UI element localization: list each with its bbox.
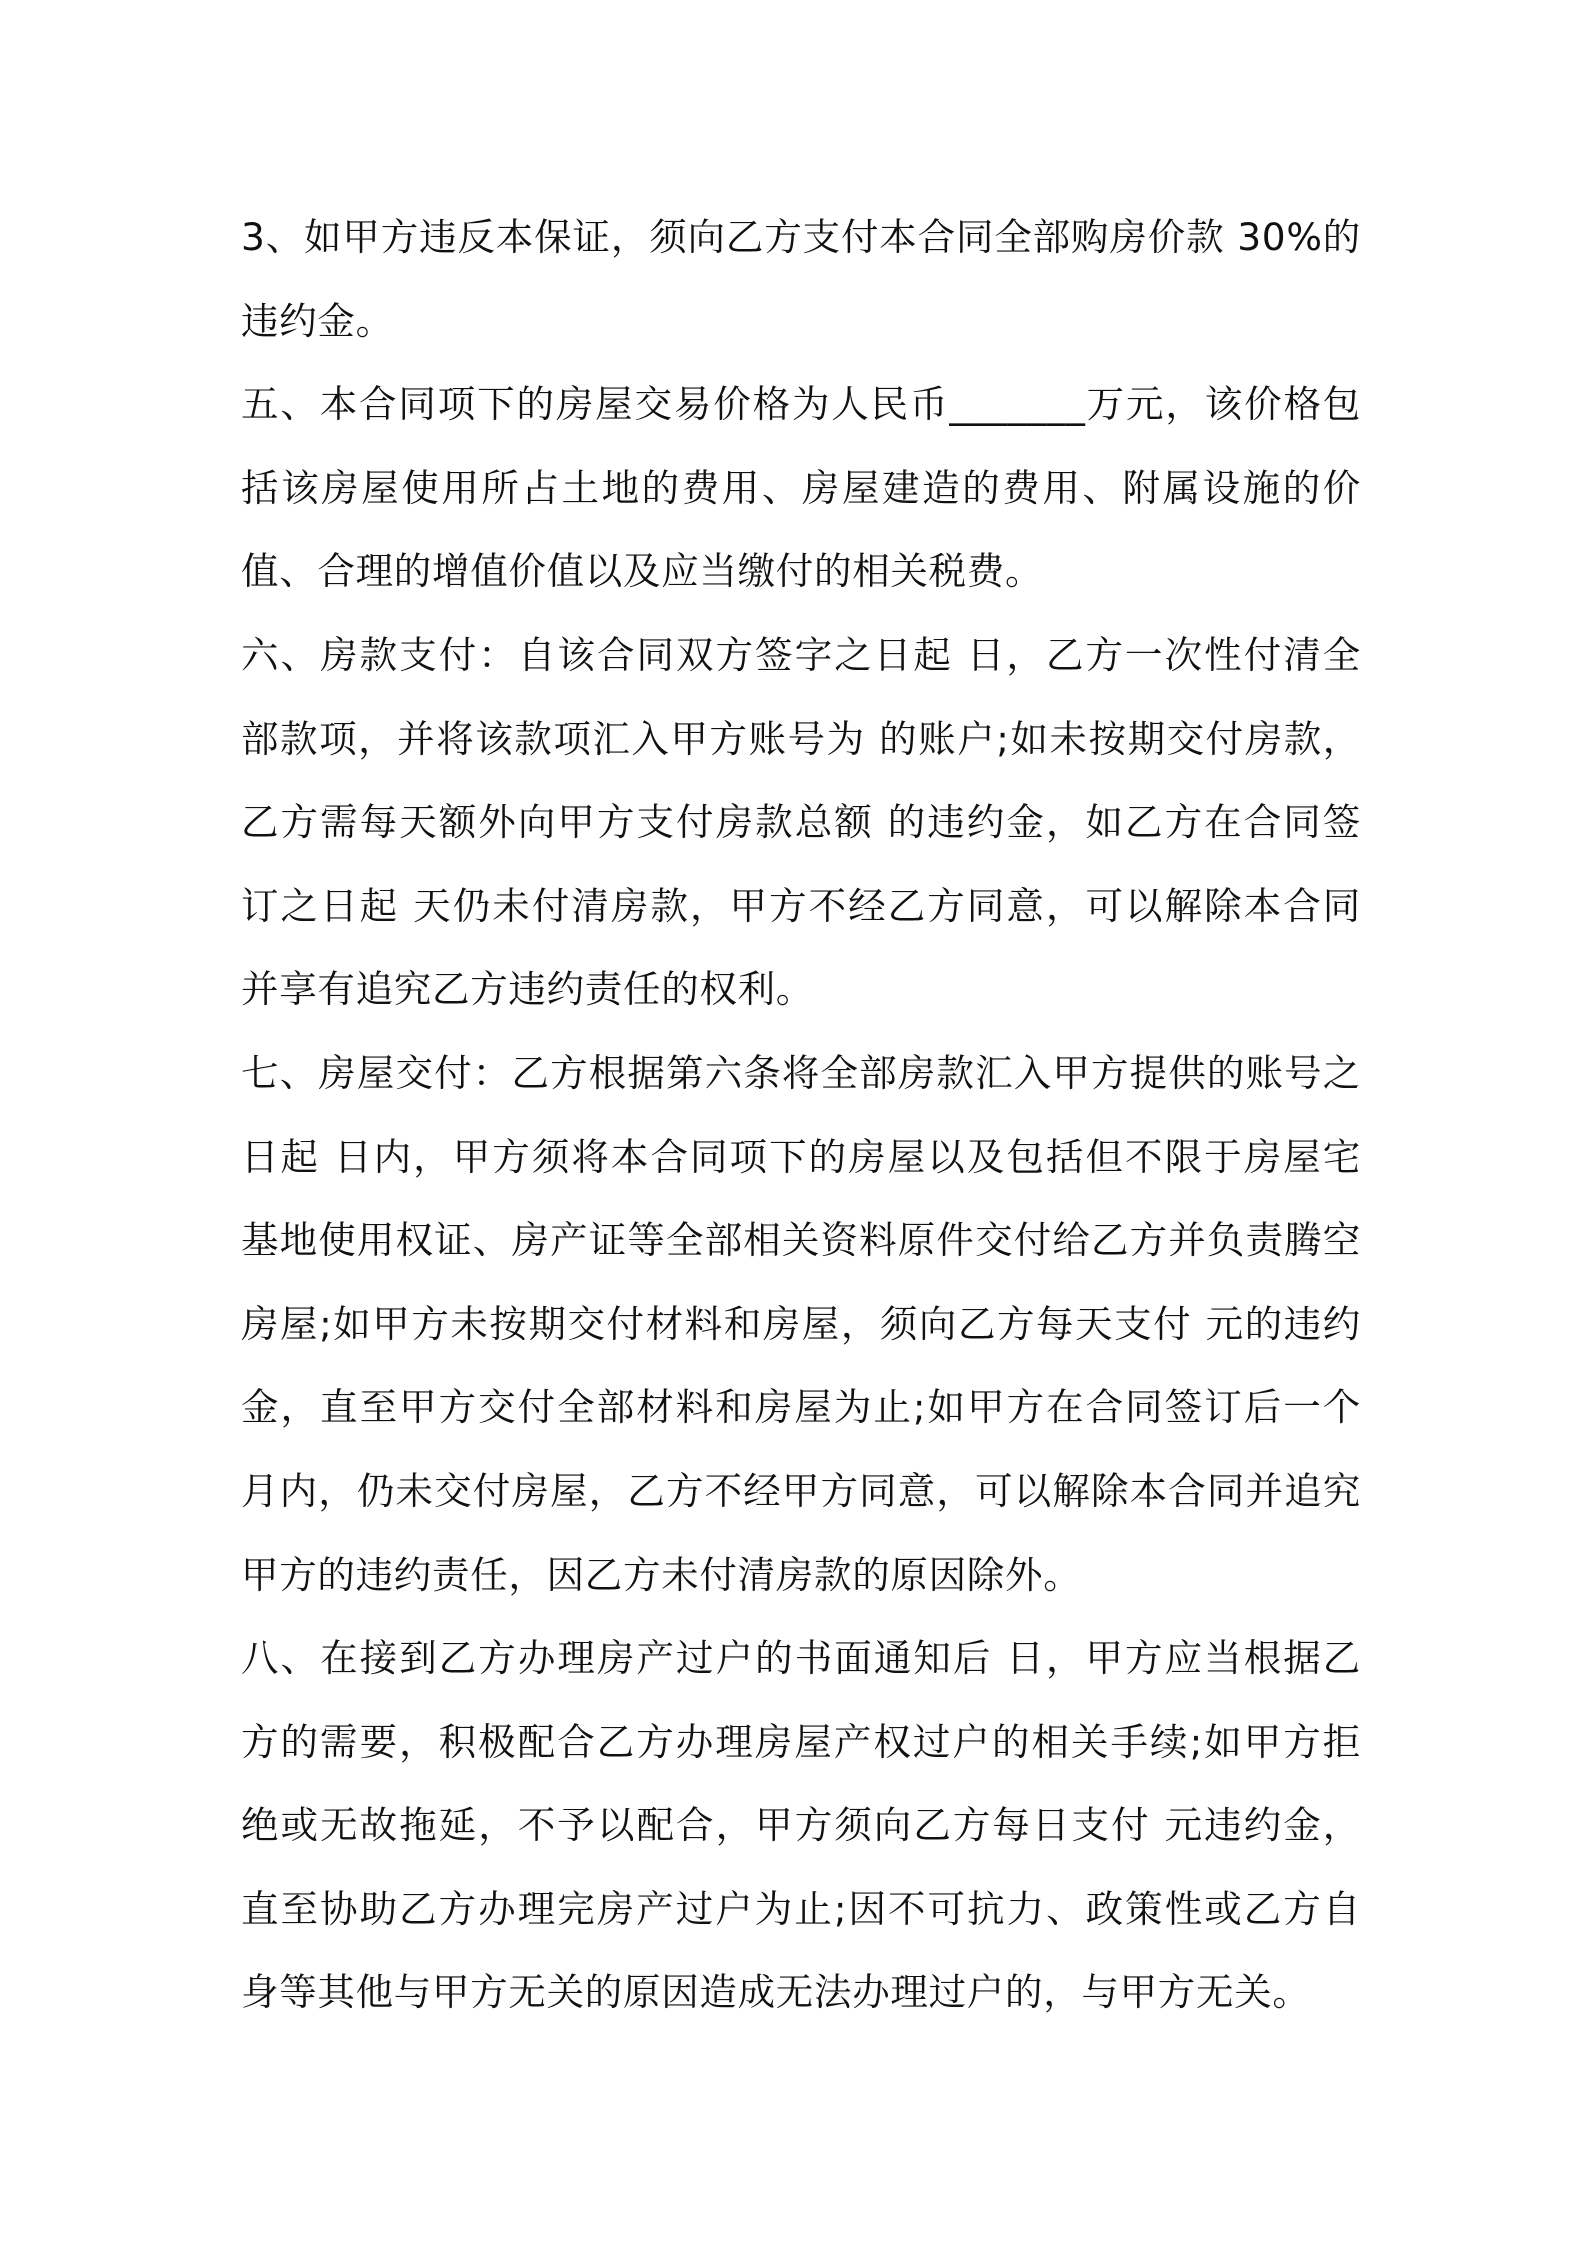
clause-6-payment: 六、房款支付：自该合同双方签字之日起 日，乙方一次性付清全部款项，并将该款项汇入甲方账号为 的账户;如未按期交付房款，乙方需每天额外向甲方支付房款总额 的违约金，如乙方在合同签订之日起 天仍未付清房款，甲方不经乙方同意，可以解除本合同并享有追究乙方违约责任的权利。 [241, 632, 1361, 1012]
document-body [241, 196, 1361, 2035]
clause-8-transfer: 八、在接到乙方办理房产过户的书面通知后 日，甲方应当根据乙方的需要，积极配合乙方办理房屋产权过户的相关手续;如甲方拒绝或无故拖延，不予以配合，甲方须向乙方每日支付 元违约金，直至协助乙方办理完房产过户为止;因不可抗力、政策性或乙方自身等其他与甲方无关的原因造成无法办理过户的，与甲方无关。 [241, 1636, 1361, 2015]
clause-3-penalty: 3、如甲方违反本保证，须向乙方支付本合同全部购房价款 30%的违约金。 [241, 215, 1361, 343]
clause-5-price: 五、本合同项下的房屋交易价格为人民币_______万元，该价格包括该房屋使用所占土地的费用、房屋建造的费用、附属设施的价值、合理的增值价值以及应当缴付的相关税费。 [241, 382, 1361, 594]
clause-7-delivery: 七、房屋交付：乙方根据第六条将全部房款汇入甲方提供的账号之日起 日内，甲方须将本合同项下的房屋以及包括但不限于房屋宅基地使用权证、房产证等全部相关资料原件交付给乙方并负责腾空房屋;如甲方未按期交付材料和房屋，须向乙方每天支付 元的违约金，直至甲方交付全部材料和房屋为止;如甲方在合同签订后一个月内，仍未交付房屋，乙方不经甲方同意，可以解除本合同并追究甲方的违约责任，因乙方未付清房款的原因除外。 [241, 1050, 1361, 1597]
